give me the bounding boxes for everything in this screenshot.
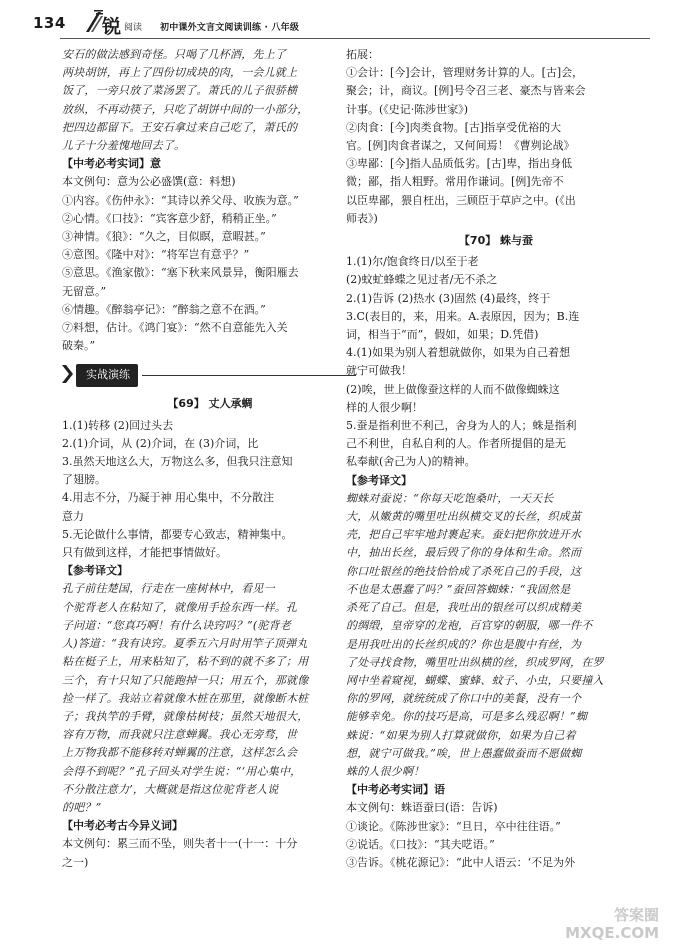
brand-logo (84, 8, 152, 38)
text-line: 官。[例]肉食者谋之，又何间焉！《曹刿论战》 (346, 139, 575, 153)
text-line: 想，就宁可做我。”唉，世上愚蠢做蚕而不愿做蜘 (346, 746, 582, 760)
section-70-answers (346, 253, 646, 471)
logo-stripes-icon (84, 8, 104, 36)
text-line: ①内容。《伤仲永》：“其诗以养父母、收族为意。” (62, 193, 299, 207)
watermark-line: 答案圈 (613, 906, 659, 924)
left-column (62, 46, 358, 872)
text-line: 本文例句：蛛语蚕曰(语：告诉) (346, 801, 498, 815)
text-line: 意力 (62, 509, 84, 523)
text-line: 大，从嫩黄的嘴里吐出纵横交叉的长丝，织成茧 (346, 510, 582, 524)
section-title: 【中考必考实词】语 (346, 783, 445, 797)
text-line: ①会计：[今]会计，管理财务计算的人。[古]会， (346, 66, 584, 80)
text-line: 饭了，一旁只放了菜汤罢了。萧氏的儿子很骄横 (62, 84, 298, 98)
text-line: 3.C(表目的，来，用来。A.表原因，因为；B.连 (346, 309, 580, 323)
text-line: 两块胡饼，再上了四份切成块的肉，一会儿就上 (62, 66, 298, 80)
text-line: 计事。(《史记·陈涉世家》) (346, 102, 469, 116)
text-line: 以臣卑鄙，猥自枉出，三顾臣于草庐之中。(《出 (346, 193, 576, 207)
text-line: 1.(1)转移 (2)回过头去 (62, 418, 174, 432)
text-line: 的吧？” (62, 800, 102, 814)
text-line: ④意图。《隆中对》：“将军岂有意乎？” (62, 248, 250, 262)
text-line: 粘在梃子上，用来粘知了，粘不到的就不多了；用 (62, 655, 309, 669)
banner-arrow-icon (62, 365, 74, 383)
text-line: 安石的做法感到奇怪。只喝了几杯酒，先上了 (62, 48, 286, 61)
text-line: 了翅膀。 (62, 473, 106, 487)
text-line: 是用我吐出的长丝织成的？你也是腹中有丝，为 (346, 637, 582, 651)
series-title: 初中课外文言文阅读训练 · 八年级 (160, 23, 300, 33)
text-line: 的绸缎，皇帝穿的龙袍，百官穿的朝服，哪一件不 (346, 619, 593, 633)
text-line: 本文例句：意为公必盛馔(意：料想) (62, 175, 236, 189)
text-line: 孔子前往楚国，行走在一座树林中，看见一 (62, 582, 275, 596)
text-line: 私奉献(舍己为人)的精神。 (346, 455, 476, 469)
text-line: 你口吐银丝的绝技恰恰成了杀死自己的手段，这 (346, 564, 582, 578)
text-line: 无留意。” (62, 284, 107, 298)
text-line: 你的罗网，就统统成了你口中的美餐，没有一个 (346, 692, 582, 706)
reference-title: 【参考译文】 (62, 564, 128, 578)
text-line: 上万物我都不能移转对蝉翼的注意，这样怎么会 (62, 746, 298, 760)
text-line: 能够幸免。你的技巧是高，可是多么残忍啊！”蜘 (346, 710, 588, 724)
text-line: 1.(1)尔/饱食终日/以至于老 (346, 255, 479, 269)
page-header (0, 0, 675, 42)
text-line: 网中坐着窥视，蝴蝶、蜜蜂、蚊子、小虫，只要撞入 (346, 673, 604, 687)
text-line: ②肉食：[今]肉类食物。[古]指享受优裕的大 (346, 120, 562, 134)
text-line: ⑤意思。《渔家傲》：“塞下秋来风景异，衡阳雁去 (62, 266, 299, 280)
text-line: 蛛说：“如果为别人打算就做你，如果为自己着 (346, 728, 576, 742)
text-line: 人)答道：“我有诀窍。夏季五六月时用竿子顶弹丸 (62, 637, 308, 651)
text-line: 5.蚕是指利世不利己，舍身为人的人；蛛是指利 (346, 419, 577, 433)
text-line: 捡一样了。我站立着就像木桩在那里，就像断木桩 (62, 691, 309, 705)
text-line: ②说话。《口技》：“其夫呓语。” (346, 837, 495, 851)
text-line: 不也是太愚蠢了吗？”蚕回答蜘蛛：“我固然是 (346, 582, 571, 596)
text-line: 三个，有十只知了只能跑掉一只；用五个，那就像 (62, 673, 309, 687)
text-line: 聚会；计，商议。[例]号令召三老、豪杰与皆来会 (346, 84, 586, 98)
page-number: 134 (33, 14, 66, 32)
text-line: ③卑鄙：[今]指人品质低劣。[古]卑，指出身低 (346, 157, 573, 171)
text-line: 把四边都留下。王安石拿过来自己吃了，萧氏的 (62, 120, 298, 134)
reference-translation (62, 580, 358, 817)
text-line: 就宁可做我！ (346, 364, 412, 378)
vocab-list (62, 835, 358, 871)
text-line: 蜘蛛对蚕说：“你每天吃饱桑叶，一天天长 (346, 491, 554, 505)
text-line: 放纵，不再动筷子，只吃了胡饼中间的一小部分， (62, 102, 309, 116)
logo-subtitle: 阅读 (124, 23, 143, 33)
text-line: 壳，把自己牢牢地封裹起来。蚕妇把你放进开水 (346, 528, 582, 542)
watermark (565, 906, 659, 942)
vocab-list (62, 173, 358, 355)
text-line: 4.用志不分，乃凝于神 用心集中，不分散注 (62, 491, 274, 505)
text-line: 3.虽然天地这么大，万物这么多，但我只注意知 (62, 455, 293, 469)
text-line: 2.(1)介词，从 (2)介词，在 (3)介词，比 (62, 436, 259, 450)
text-line: 了处寻找食物，嘴里吐出纵横的丝，织成罗网，在罗 (346, 655, 604, 669)
practice-banner (62, 361, 358, 387)
section-title: 【中考必考古今异义词】 (62, 819, 183, 833)
header-rule (60, 38, 650, 39)
text-line: ①谈论。《陈涉世家》：“旦日，卒中往往语。” (346, 819, 561, 833)
text-line: 只有做到这样，才能把事情做好。 (62, 546, 227, 560)
text-line: 破秦。” (62, 339, 96, 353)
text-line: 样的人很少啊！ (346, 400, 423, 414)
text-line: 蛛的人很少啊！ (346, 764, 425, 778)
text-line: ③告诉。《桃花源记》：“此中人语云：‘不足为外 (346, 855, 576, 869)
text-line: 4.(1)如果为别人着想就做你，如果为自己着想 (346, 346, 571, 360)
practice-label: 实战演练 (76, 364, 138, 386)
expand-title: 拓展： (346, 48, 379, 61)
text-line: (2)蚊虻蜂蝶之见过者/无不杀之 (346, 273, 498, 287)
text-line: 5.无论做什么事情，都要专心致志，精神集中。 (62, 527, 293, 541)
text-line: 词，相当于“而”，假如，如果；D.凭借) (346, 328, 539, 342)
banner-rule (142, 375, 356, 376)
section-69-title: 【69】 丈人承蜩 (167, 397, 253, 411)
watermark-line: MXQE.COM (565, 924, 659, 942)
text-line: 杀死了自己。但是，我吐出的银丝可以织成精美 (346, 601, 582, 615)
text-line: 己不利世，自私自利的人。作者所提倡的是无 (346, 437, 566, 451)
expand-list (346, 64, 646, 228)
text-line: 微；鄙，指人粗野。常用作谦词。[例]先帝不 (346, 175, 564, 189)
right-column (346, 46, 646, 872)
text-line: 2.(1)告诉 (2)热水 (3)固然 (4)最终，终于 (346, 291, 551, 305)
text-line: 儿子十分羞愧地回去了。 (62, 139, 186, 153)
text-line: 子；我执竿的手臂，就像枯树枝；虽然天地很大， (62, 709, 309, 723)
text-line: 不分散注意力’，大概就是指这位驼背老人说 (62, 782, 279, 796)
text-line: ②心情。《口技》：“宾客意少舒，稍稍正坐。” (62, 211, 277, 225)
text-line: 容有万物，而我就只注意蝉翼。我心无旁骛，世 (62, 728, 298, 742)
text-line: 本文例句：累三而不坠，则失者十一(十一：十分 (62, 837, 298, 851)
text-line: 之一) (62, 855, 89, 869)
section-70-title: 【70】 蛛与蚕 (458, 234, 534, 248)
text-line: 师表》) (346, 211, 378, 225)
reference-title: 【参考译文】 (346, 473, 412, 487)
text-line: 个驼背老人在粘知了，就像用手捡东西一样。孔 (62, 600, 298, 614)
text-line: ⑦料想，估计。《鸿门宴》：“然不自意能先入关 (62, 321, 288, 335)
intro-translation (62, 46, 358, 155)
vocab-list (346, 799, 646, 872)
text-line: 子问道：“您真巧啊！有什么诀窍吗？”(驼背老 (62, 618, 291, 632)
text-line: 中，抽出长丝，最后毁了你的身体和生命。然而 (346, 546, 582, 560)
text-line: (2)唉，世上做像蚕这样的人而不做像蜘蛛这 (346, 382, 560, 396)
text-line: ⑥情趣。《醉翁亭记》：“醉翁之意不在酒。” (62, 302, 266, 316)
reference-translation (346, 490, 646, 781)
text-line: ③神情。《狼》：“久之，目似瞑，意暇甚。” (62, 230, 266, 244)
section-69-answers (62, 417, 358, 563)
section-title: 【中考必考实词】意 (62, 157, 161, 171)
logo-char: 锐 (102, 16, 122, 38)
text-line: 会得不到呢？”孔子回头对学生说：“‘用心集中， (62, 764, 302, 778)
